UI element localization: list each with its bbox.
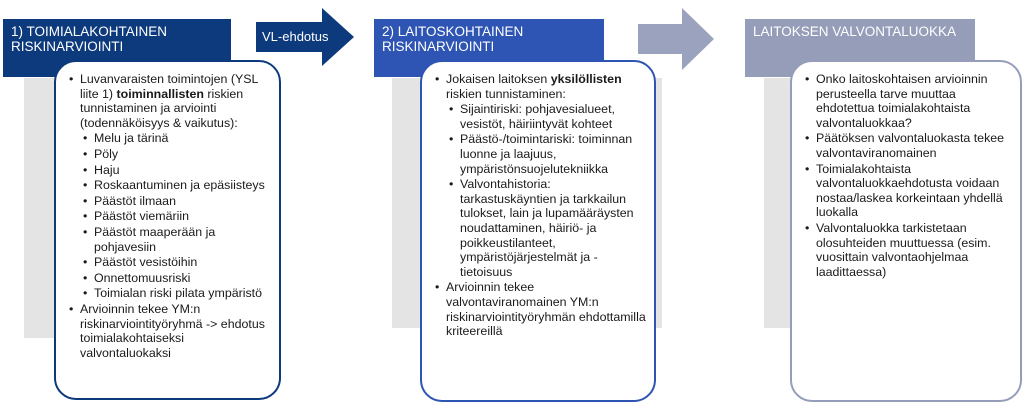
column3-card xyxy=(790,60,1022,402)
column1-sub-item: • Päästöt viemäriin xyxy=(94,209,271,224)
column1-item-1-text-end: riskien tunnistaminen ja arviointi (todennäköisyys & vaikutus): xyxy=(80,86,244,130)
column1-card xyxy=(54,60,281,400)
column1-sub-item: • Roskaantuminen ja epäsiisteys xyxy=(94,178,271,193)
column2-item-1-bold: yksilöllisten xyxy=(550,72,622,86)
column3-item: • Valvontaluokka tarkistetaan olosuhteiden muuttuessa (esim. vuosittain valvontaohjelmaa laadittaessa) xyxy=(816,221,1012,279)
column1-sub-item: • Toimialan riski pilata ympäristö xyxy=(94,286,271,301)
column3-header-text: LAITOKSEN VALVONTALUOKKA xyxy=(753,24,957,39)
column3-item: • Päätöksen valvontaluokasta tekee valvontaviranomainen xyxy=(816,131,1012,160)
column1-sub-item: • Onnettomuusriski xyxy=(94,271,271,286)
column1-sub-item: • Päästöt ilmaan xyxy=(94,194,271,209)
column2-sub-item: • Sijaintiriski: pohjavesialueet, vesistöt, häiriintyvät kohteet xyxy=(460,102,646,131)
column1-item-2: • Arvioinnin tekee YM:n riskinarviointityöryhmä -> ehdotus toimialakohtaiseksi valvontaluokaksi xyxy=(80,302,271,360)
column2-item-1-text: Jokaisen laitoksen xyxy=(446,72,551,86)
column3-list xyxy=(800,72,1012,279)
column2-card xyxy=(420,60,656,402)
column1-list xyxy=(64,72,271,360)
column2-sublist xyxy=(446,102,646,279)
column3-item: • Toimialakohtaista valvontaluokkaehdotusta voidaan nostaa/laskea korkeintaan yhdellä luokalla xyxy=(816,162,1012,220)
column1-sub-item: • Haju xyxy=(94,163,271,178)
column1-sub-item: • Pöly xyxy=(94,147,271,162)
column1-sub-item: • Päästöt maaperään ja pohjavesiin xyxy=(94,225,271,254)
column2-sub-item: • Päästö-/toimintariski: toiminnan luonne ja laajuus, ympäristönsuojelutekniikka xyxy=(460,132,646,176)
column2-item-2: • Arvioinnin tekee valvontaviranomainen YM:n riskinarviointityöryhmän ehdottamilla kriteereillä xyxy=(446,280,646,338)
column2-header-text: 2) LAITOSKOHTAINEN RISKINARVIOINTI xyxy=(382,24,524,54)
arrow-right-icon xyxy=(638,8,718,70)
column1-sub-item: • Päästöt vesistöihin xyxy=(94,255,271,270)
column1-header-text: 1) TOIMIALAKOHTAINEN RISKINARVIOINTI xyxy=(11,24,168,54)
arrow1-label: VL-ehdotus xyxy=(262,29,329,44)
column2-item-1-text-end: riskien tunnistaminen: xyxy=(446,86,566,101)
column2-list xyxy=(430,72,646,339)
column2-sub-item: • Valvontahistoria: tarkastuskäyntien ja tarkkailun tulokset, lain ja lupamääräysten noudattaminen, häiriö- ja poikkeustilanteet, ympäristöjärjestelmät ja -tietoisuus xyxy=(460,177,646,279)
column3-item: • Onko laitoskohtaisen arvioinnin perusteella tarve muuttaa ehdotettua toimialakohtaista valvontaluokkaa? xyxy=(816,72,1012,130)
column1-sub-item: • Melu ja tärinä xyxy=(94,131,271,146)
column2-item-1 xyxy=(446,72,646,279)
column1-item-1-bold: toiminnallisten xyxy=(116,86,204,101)
column1-sublist xyxy=(80,131,271,301)
column1-item-1-text: Luvanvaraisten toimintojen (YSL liite 1) xyxy=(80,72,258,101)
column1-item-1 xyxy=(80,72,271,301)
